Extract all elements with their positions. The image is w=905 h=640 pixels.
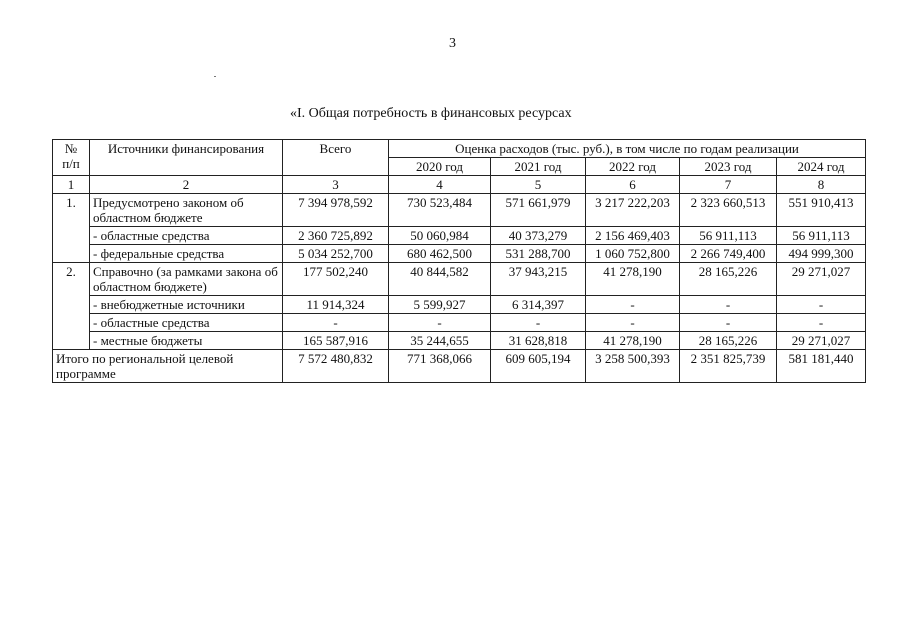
value-2021: 6 314,397 <box>491 296 586 314</box>
value-2024: - <box>777 296 866 314</box>
value-2020: 5 599,927 <box>389 296 491 314</box>
table-row <box>53 296 866 314</box>
row-name: - областные средства <box>90 227 283 245</box>
col-number: 6 <box>586 176 680 194</box>
value-2021: 31 628,818 <box>491 332 586 350</box>
header-total: Всего <box>283 140 389 176</box>
financing-table <box>52 139 866 383</box>
total-row <box>53 350 866 383</box>
value-total: 2 360 725,892 <box>283 227 389 245</box>
value-2021: 40 373,279 <box>491 227 586 245</box>
header-year: 2020 год <box>389 158 491 176</box>
value-2021: 37 943,215 <box>491 263 586 296</box>
value-2023: 2 266 749,400 <box>680 245 777 263</box>
value-2020: 35 244,655 <box>389 332 491 350</box>
table-row <box>53 245 866 263</box>
row-name: - областные средства <box>90 314 283 332</box>
row-name: Справочно (за рамками закона об областном бюджете) <box>90 263 283 296</box>
value-2024: - <box>777 314 866 332</box>
value-total: 7 394 978,592 <box>283 194 389 227</box>
value-2022: 1 060 752,800 <box>586 245 680 263</box>
value-2022: 41 278,190 <box>586 332 680 350</box>
col-number: 4 <box>389 176 491 194</box>
col-number: 7 <box>680 176 777 194</box>
value-2022: 3 217 222,203 <box>586 194 680 227</box>
header-estimate: Оценка расходов (тыс. руб.), в том числе по годам реализации <box>389 140 866 158</box>
value-2020: 50 060,984 <box>389 227 491 245</box>
value-2024: 29 271,027 <box>777 332 866 350</box>
value-2022: 41 278,190 <box>586 263 680 296</box>
total-2022: 3 258 500,393 <box>586 350 680 383</box>
value-2020: - <box>389 314 491 332</box>
table-row <box>53 194 866 227</box>
row-no: 2. <box>53 263 90 350</box>
page-number: 3 <box>449 36 456 51</box>
header-no-line2: п/п <box>62 156 80 171</box>
value-2021: - <box>491 314 586 332</box>
value-2024: 29 271,027 <box>777 263 866 296</box>
value-2020: 40 844,582 <box>389 263 491 296</box>
value-2023: - <box>680 314 777 332</box>
table-row <box>53 332 866 350</box>
total-value: 7 572 480,832 <box>283 350 389 383</box>
value-2023: 2 323 660,513 <box>680 194 777 227</box>
value-total: 11 914,324 <box>283 296 389 314</box>
value-2023: 56 911,113 <box>680 227 777 245</box>
col-number: 8 <box>777 176 866 194</box>
total-2023: 2 351 825,739 <box>680 350 777 383</box>
header-year: 2022 год <box>586 158 680 176</box>
total-label: Итого по региональной целевой программе <box>53 350 283 383</box>
value-2023: 28 165,226 <box>680 332 777 350</box>
column-numbers-row <box>53 176 866 194</box>
value-total: 165 587,916 <box>283 332 389 350</box>
header-year: 2023 год <box>680 158 777 176</box>
total-2020: 771 368,066 <box>389 350 491 383</box>
header-source: Источники финансирования <box>90 140 283 176</box>
header-no-line1: № <box>64 141 78 156</box>
value-2024: 56 911,113 <box>777 227 866 245</box>
total-2021: 609 605,194 <box>491 350 586 383</box>
col-number: 5 <box>491 176 586 194</box>
col-number: 2 <box>90 176 283 194</box>
value-2024: 494 999,300 <box>777 245 866 263</box>
row-name: Предусмотрено законом об областном бюджете <box>90 194 283 227</box>
header-row-1 <box>53 140 866 158</box>
value-2020: 680 462,500 <box>389 245 491 263</box>
value-2020: 730 523,484 <box>389 194 491 227</box>
col-number: 3 <box>283 176 389 194</box>
value-2023: 28 165,226 <box>680 263 777 296</box>
header-year: 2024 год <box>777 158 866 176</box>
value-2024: 551 910,413 <box>777 194 866 227</box>
row-name: - федеральные средства <box>90 245 283 263</box>
row-no: 1. <box>53 194 90 263</box>
value-total: - <box>283 314 389 332</box>
value-2022: - <box>586 314 680 332</box>
header-year: 2021 год <box>491 158 586 176</box>
scan-dot <box>214 76 216 77</box>
value-total: 177 502,240 <box>283 263 389 296</box>
value-total: 5 034 252,700 <box>283 245 389 263</box>
row-name: - внебюджетные источники <box>90 296 283 314</box>
value-2022: - <box>586 296 680 314</box>
header-no <box>53 140 90 176</box>
value-2021: 571 661,979 <box>491 194 586 227</box>
row-name: - местные бюджеты <box>90 332 283 350</box>
value-2022: 2 156 469,403 <box>586 227 680 245</box>
value-2023: - <box>680 296 777 314</box>
table-row <box>53 227 866 245</box>
section-title: «I. Общая потребность в финансовых ресурсах <box>290 106 572 121</box>
total-2024: 581 181,440 <box>777 350 866 383</box>
value-2021: 531 288,700 <box>491 245 586 263</box>
col-number: 1 <box>53 176 90 194</box>
table-row <box>53 263 866 296</box>
table-row <box>53 314 866 332</box>
